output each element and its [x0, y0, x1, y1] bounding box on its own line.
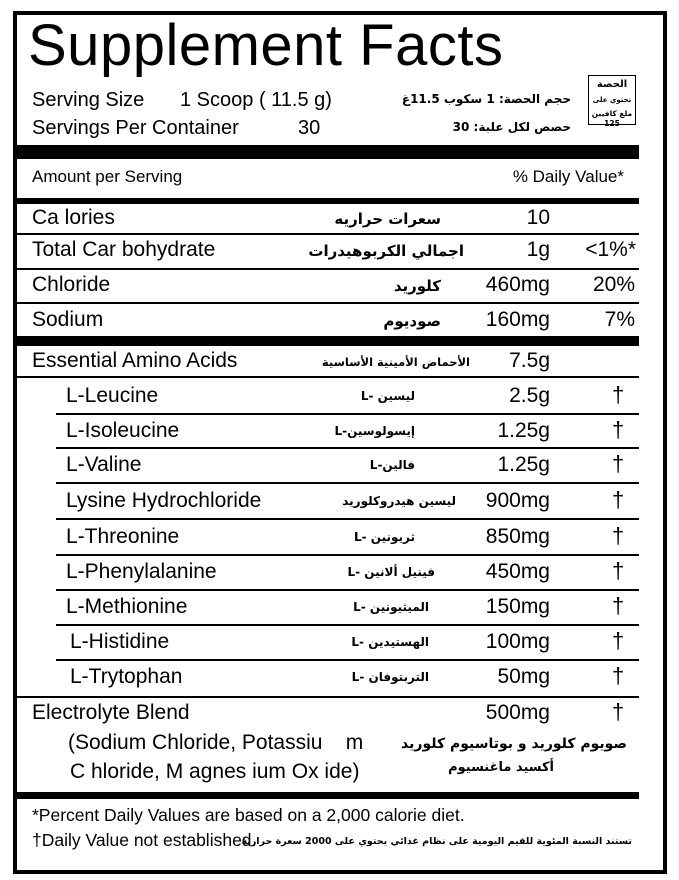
threonine-amount: 850mg — [485, 525, 550, 548]
sodium-amount: 160mg — [485, 308, 550, 331]
valine-amount: 1.25g — [497, 453, 550, 476]
page-title: Supplement Facts — [28, 13, 504, 78]
isoleucine-arabic: إيسولوسين-L — [334, 424, 415, 438]
histidine-arabic: الهستيدين -L — [351, 635, 429, 649]
tryptophan-name: L-Trytophan — [70, 665, 183, 688]
leucine-dagger: † — [612, 382, 625, 407]
amino-acids-amount: 7.5g — [509, 349, 550, 372]
row-divider — [16, 376, 639, 378]
calories-name: Ca lories — [32, 206, 115, 229]
caffeine-box — [588, 75, 636, 128]
chloride-amount: 460mg — [485, 273, 550, 296]
lysine-amount: 900mg — [485, 489, 550, 512]
threonine-dagger: † — [612, 523, 625, 548]
electrolyte-arabic-line1: صويوم كلوريد و بوتاسيوم كلوريد — [401, 736, 627, 752]
divider-thick — [16, 336, 639, 346]
phenylalanine-dagger: † — [612, 558, 625, 583]
isoleucine-dagger: † — [612, 417, 625, 442]
tryptophan-amount: 50mg — [497, 665, 550, 688]
footnote-not-established: †Daily Value not established. — [32, 830, 257, 850]
row-divider — [56, 624, 639, 626]
electrolyte-desc-line2: C hloride, M agnes ium Ox ide) — [70, 760, 360, 783]
sodium-dv: 7% — [604, 308, 635, 331]
electrolyte-dagger: † — [612, 699, 625, 724]
electrolyte-name: Electrolyte Blend — [32, 701, 190, 724]
serving-size-value: 1 Scoop ( 11.5 g) — [180, 89, 332, 111]
amino-acids-name: Essential Amino Acids — [32, 349, 238, 372]
leucine-amount: 2.5g — [509, 384, 550, 407]
isoleucine-name: L-Isoleucine — [66, 419, 180, 442]
valine-dagger: † — [612, 451, 625, 476]
row-divider — [56, 413, 639, 415]
caffeine-line2: تحتوي على — [592, 96, 632, 104]
divider-medium — [16, 198, 639, 204]
carbohydrate-name: Total Car bohydrate — [32, 238, 216, 261]
carbohydrate-amount: 1g — [526, 238, 550, 261]
leucine-arabic: ليسين -L — [360, 389, 415, 403]
methionine-arabic: الميثيونين -L — [353, 600, 429, 614]
row-divider — [56, 482, 639, 484]
electrolyte-desc-line1: (Sodium Chloride, Potassiu m — [68, 731, 364, 754]
row-divider — [56, 554, 639, 556]
divider-thick — [16, 145, 639, 159]
chloride-arabic: كلوريد — [393, 277, 441, 295]
row-divider — [16, 233, 639, 235]
footnote-arabic: تستند النسبة المئوية للقيم اليومية على نظام غذائي يحتوي على 2000 سعرة حرارية — [241, 836, 632, 847]
sodium-name: Sodium — [32, 308, 104, 331]
row-divider — [56, 589, 639, 591]
electrolyte-arabic-line2: أكسيد ماغنسيوم — [448, 760, 554, 775]
divider-medium — [16, 792, 639, 799]
valine-arabic: فالين-L — [369, 458, 415, 472]
carbohydrate-arabic: اجمالي الكربوهيدرات — [308, 242, 464, 260]
servings-per-container-arabic: حصص لكل علبة: 30 — [452, 120, 571, 134]
row-divider — [56, 518, 639, 520]
caffeine-line3: ملغ كافيين 125 — [591, 109, 633, 128]
row-divider — [56, 447, 639, 449]
caffeine-line1: الحصة — [596, 79, 628, 90]
daily-value-header: % Daily Value* — [512, 167, 624, 186]
leucine-name: L-Leucine — [66, 384, 159, 407]
amount-per-serving-header: Amount per Serving — [32, 167, 183, 186]
carbohydrate-dv: <1%* — [585, 238, 636, 261]
tryptophan-arabic: التربتوفان -L — [351, 670, 429, 684]
row-divider — [16, 268, 639, 270]
phenylalanine-name: L-Phenylalanine — [66, 560, 217, 583]
sodium-arabic: صوديوم — [383, 312, 441, 330]
threonine-name: L-Threonine — [66, 525, 180, 548]
row-divider — [16, 302, 639, 304]
chloride-dv: 20% — [592, 273, 635, 296]
calories-amount: 10 — [526, 206, 550, 229]
histidine-dagger: † — [612, 628, 625, 653]
phenylalanine-arabic: فينيل ألانين -L — [347, 565, 435, 579]
row-divider — [16, 696, 639, 698]
valine-name: L-Valine — [66, 453, 142, 476]
lysine-dagger: † — [612, 487, 625, 512]
electrolyte-amount: 500mg — [485, 701, 550, 724]
methionine-name: L-Methionine — [66, 595, 188, 618]
chloride-name: Chloride — [32, 273, 111, 296]
tryptophan-dagger: † — [612, 663, 625, 688]
lysine-arabic: ليسين هيدروكلوريد — [342, 494, 456, 508]
servings-per-container-label: Servings Per Container — [32, 117, 239, 139]
phenylalanine-amount: 450mg — [485, 560, 550, 583]
calories-arabic: سعرات حراريه — [334, 210, 441, 228]
methionine-amount: 150mg — [485, 595, 550, 618]
servings-per-container-value: 30 — [298, 117, 321, 139]
serving-size-label: Serving Size — [32, 89, 145, 111]
histidine-amount: 100mg — [485, 630, 550, 653]
isoleucine-amount: 1.25g — [497, 419, 550, 442]
histidine-name: L-Histidine — [70, 630, 170, 653]
lysine-name: Lysine Hydrochloride — [66, 489, 262, 512]
row-divider — [56, 659, 639, 661]
serving-size-arabic: حجم الحصة: 1 سكوب 11.5غ — [401, 92, 571, 106]
footnote-daily-values: *Percent Daily Values are based on a 2,000 calorie diet. — [32, 805, 465, 825]
amino-acids-arabic: الأحماض الأمينية الأساسية — [321, 355, 470, 369]
methionine-dagger: † — [612, 593, 625, 618]
threonine-arabic: ثريونين -L — [353, 530, 415, 544]
